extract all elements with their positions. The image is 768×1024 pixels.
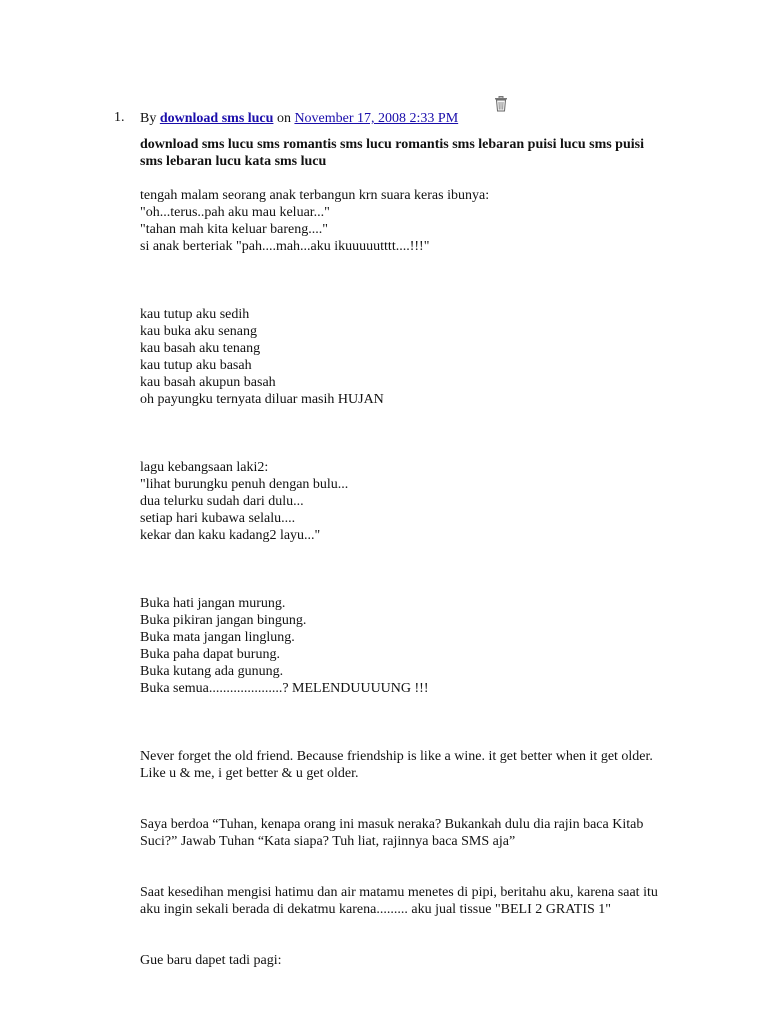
- sms-line: kau basah aku tenang: [140, 341, 261, 356]
- sms-block: [140, 306, 680, 408]
- sms-line: kau buka aku senang: [140, 324, 258, 339]
- comment-title: download sms lucu sms romantis sms lucu romantis sms lebaran puisi lucu sms puisi sms lebaran lucu kata sms lucu: [140, 137, 644, 169]
- on-label: on: [276, 111, 291, 126]
- sms-line: Buka paha dapat burung.: [140, 647, 280, 662]
- list-number: 1.: [114, 110, 125, 125]
- trash-icon[interactable]: [494, 96, 508, 112]
- sms-line: Saat kesedihan mengisi hatimu dan air matamu menetes di pipi, beritahu aku, karena saat itu aku ingin sekali berada di dekatmu karena......... aku jual tissue "BELI 2 GRATIS 1": [140, 885, 658, 917]
- sms-block: [140, 748, 680, 782]
- sms-line: tengah malam seorang anak terbangun krn suara keras ibunya:: [140, 188, 490, 203]
- sms-line: Buka semua.....................? MELENDUUUUNG !!!: [140, 681, 429, 696]
- sms-line: Buka pikiran jangan bingung.: [140, 613, 307, 628]
- sms-line: si anak berteriak "pah....mah...aku ikuuuuutttt....!!!": [140, 239, 430, 254]
- comment-byline: [140, 110, 680, 128]
- date-link[interactable]: November 17, 2008 2:33 PM: [294, 111, 459, 126]
- sms-line: Buka kutang ada gunung.: [140, 664, 284, 679]
- sms-block: [140, 595, 680, 697]
- sms-line: setiap hari kubawa selalu....: [140, 511, 296, 526]
- sms-block: [140, 884, 680, 918]
- comment-entry: [114, 110, 680, 969]
- sms-block: [140, 952, 680, 969]
- author-link[interactable]: download sms lucu: [159, 111, 274, 126]
- sms-line: Gue baru dapet tadi pagi:: [140, 953, 282, 968]
- sms-line: kau tutup aku sedih: [140, 307, 250, 322]
- sms-line: kau tutup aku basah: [140, 358, 252, 373]
- sms-line: Buka mata jangan linglung.: [140, 630, 295, 645]
- sms-line: Buka hati jangan murung.: [140, 596, 286, 611]
- sms-line: oh payungku ternyata diluar masih HUJAN: [140, 392, 384, 407]
- sms-block: [140, 816, 680, 850]
- sms-line: Never forget the old friend. Because friendship is like a wine. it get better when it get older. Like u & me, i get better & u get older.: [140, 749, 653, 781]
- sms-line: "tahan mah kita keluar bareng....": [140, 222, 328, 237]
- sms-line: "lihat burungku penuh dengan bulu...: [140, 477, 349, 492]
- sms-block: [140, 187, 680, 255]
- sms-line: "oh...terus..pah aku mau keluar...": [140, 205, 330, 220]
- sms-line: dua telurku sudah dari dulu...: [140, 494, 304, 509]
- sms-line: kekar dan kaku kadang2 layu...": [140, 528, 321, 543]
- by-label: By: [140, 111, 157, 126]
- sms-line: kau basah akupun basah: [140, 375, 276, 390]
- sms-block: [140, 459, 680, 544]
- sms-line: Saya berdoa “Tuhan, kenapa orang ini masuk neraka? Bukankah dulu dia rajin baca Kitab Suci?” Jawab Tuhan “Kata siapa? Tuh liat, rajinnya baca SMS aja”: [140, 817, 644, 849]
- sms-line: lagu kebangsaan laki2:: [140, 460, 269, 475]
